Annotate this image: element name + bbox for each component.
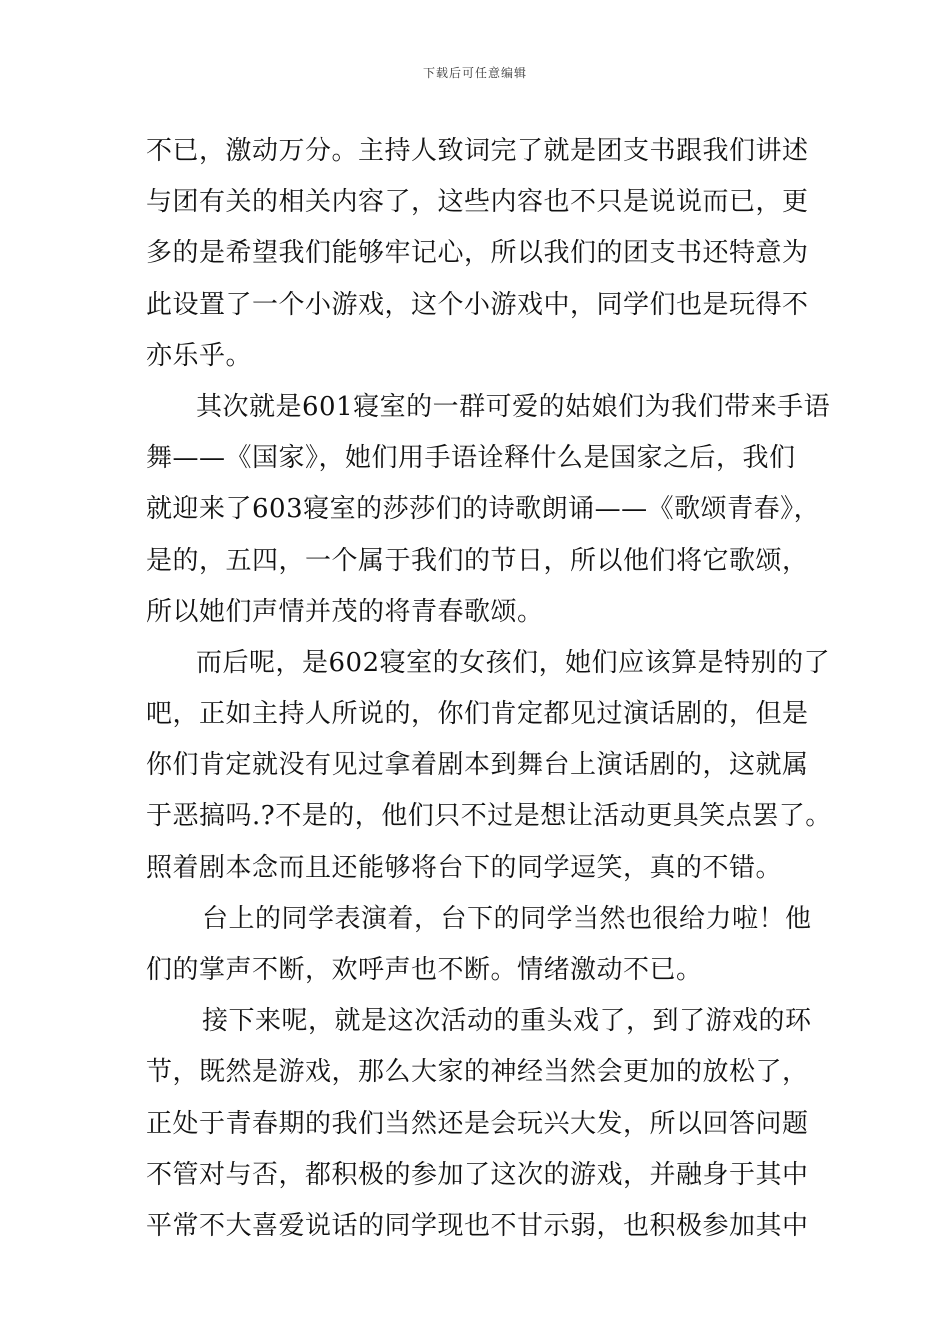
text-line: 接下来呢，就是这次活动的重头戏了，到了游戏的环 [202,1006,812,1037]
text-line: 你们肯定就没有见过拿着剧本到舞台上演话剧的，这就属 [146,750,809,781]
paragraph-5 [146,998,818,1254]
text-line: 与团有关的相关内容了，这些内容也不只是说说而已，更 [146,187,809,218]
text-line: 正处于青春期的我们当然还是会玩兴大发，所以回答问题 [146,1108,809,1139]
paragraph-2 [146,384,831,640]
text-line: 多的是希望我们能够牢记心，所以我们的团支书还特意为 [146,238,809,269]
page-header: 下载后可任意编辑 [422,66,527,80]
text-line: 平常不大喜爱说话的同学现也不甘示弱，也积极参加其中 [146,1210,809,1241]
text-line: 于恶搞吗.?不是的，他们只不过是想让活动更具笑点罢了。 [146,801,832,832]
text-line: 不已，激动万分。主持人致词完了就是团支书跟我们讲述 [146,136,809,166]
text-line: 吧，正如主持人所说的，你们肯定都见过演话剧的，但是 [146,699,809,730]
text-line: 亦乐乎。 [146,340,253,371]
paragraph-4 [146,896,818,998]
text-line: 节，既然是游戏，那么大家的神经当然会更加的放松了， [146,1057,809,1088]
text-line: 台上的同学表演着，台下的同学当然也很给力啦！他 [202,903,812,934]
document-body [146,128,832,1254]
text-line: 照着剧本念而且还能够将台下的同学逗笑，真的不错。 [146,852,783,883]
text-line: 们的掌声不断，欢呼声也不断。情绪激动不已。 [146,955,703,985]
text-line: 是的，五四，一个属于我们的节日，所以他们将它歌颂， [146,545,809,576]
paragraph-1 [146,128,818,384]
text-line: 不管对与否，都积极的参加了这次的游戏，并融身于其中 [146,1159,809,1190]
text-line: 而后呢，是602寝室的女孩们，她们应该算是特别的了 [196,647,831,678]
text-line: 其次就是601寝室的一群可爱的姑娘们为我们带来手语 [196,391,831,422]
text-line: 就迎来了603寝室的莎莎们的诗歌朗诵——《歌颂青春》， [146,494,821,525]
paragraph-3 [146,640,832,896]
text-line: 此设置了一个小游戏，这个小游戏中，同学们也是玩得不 [146,289,809,320]
text-line: 舞——《国家》，她们用手语诠释什么是国家之后，我们 [146,443,796,474]
text-line: 所以她们声情并茂的将青春歌颂。 [146,596,544,627]
